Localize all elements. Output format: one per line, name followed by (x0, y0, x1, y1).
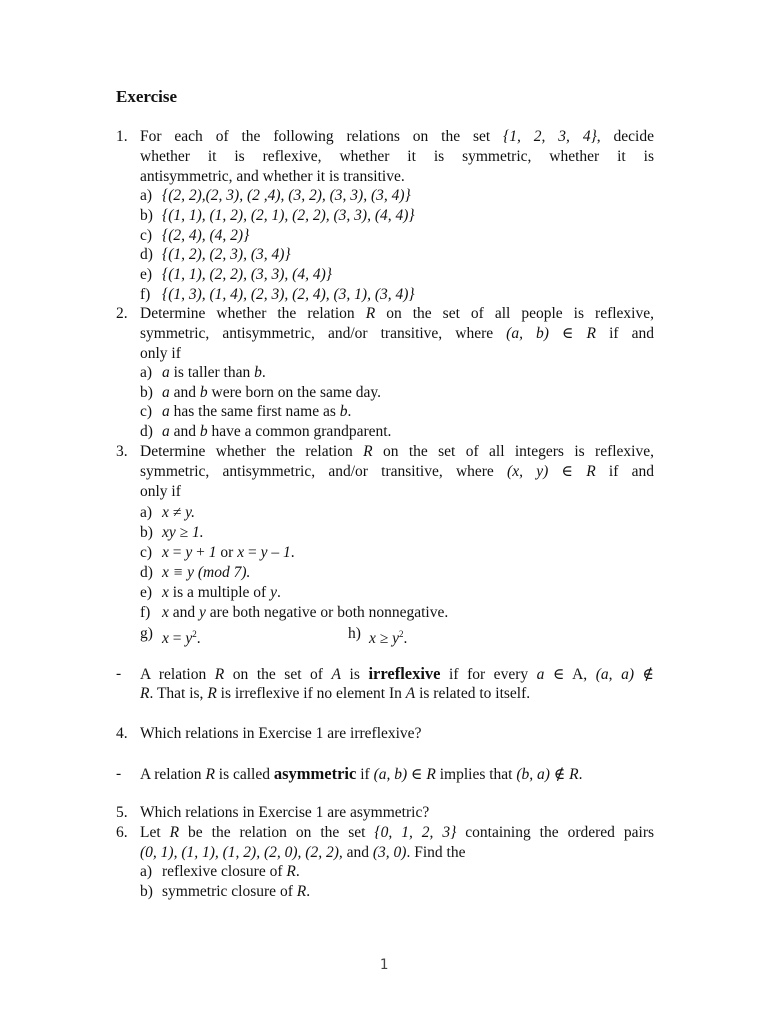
q6-item-b-label: b) (140, 883, 153, 900)
q1-item-a-label: a) (140, 187, 153, 204)
q4-number: 4. (116, 725, 128, 742)
q1-item-a: {(2, 2),(2, 3), (2 ,4), (3, 2), (3, 3), (3, 4)} (162, 187, 411, 204)
q6-line-2: (0, 1), (1, 1), (1, 2), (2, 0), (2, 2), and (3, 0). Find the (140, 844, 466, 861)
q6-item-a: reflexive closure of R. (162, 863, 300, 880)
q1-item-d: {(1, 2), (2, 3), (3, 4)} (162, 246, 291, 263)
q3-item-g: $x = y^2$. (162, 629, 201, 648)
q2-line-1: Determine whether the relation R on the set of all people is reflexive, (140, 305, 654, 322)
q3-number: 3. (116, 443, 128, 460)
q6-line-1: Let R be the relation on the set {0, 1, 2, 3} containing the ordered pairs (140, 824, 655, 841)
note1-line-1: A relation R on the set of A is irreflexive if for every a ∈ A, (a, a) ∉ (140, 664, 655, 683)
q2-item-d: a and b have a common grandparent. (162, 423, 392, 440)
q2-line-3: only if (140, 345, 181, 362)
q1-item-e: {(1, 1), (2, 2), (3, 3), (4, 4)} (162, 266, 332, 283)
q3-item-b: xy ≥ 1. (162, 524, 204, 541)
q3-item-h-label: h) (348, 625, 361, 642)
q3-item-c-label: c) (140, 544, 153, 561)
q1-item-c-label: c) (140, 227, 153, 244)
q1-line-1: For each of the following relations on the set {1, 2, 3, 4}, decide (140, 128, 654, 145)
q3-item-a: x ≠ y. (162, 504, 196, 521)
note2-text: A relation R is called asymmetric if (a, b) ∈ R implies that (b, a) ∉ R. (140, 764, 583, 783)
q1-item-b: {(1, 1), (1, 2), (2, 1), (2, 2), (3, 3), (4, 4)} (162, 207, 415, 224)
q5-number: 5. (116, 804, 128, 821)
q4-text: Which relations in Exercise 1 are irreflexive? (140, 725, 422, 742)
note1-dash: - (116, 665, 122, 682)
q3-item-g-label: g) (140, 625, 153, 642)
note1-line-2: R. That is, R is irreflexive if no element In A is related to itself. (140, 685, 531, 702)
q3-item-d-label: d) (140, 564, 153, 581)
q6-item-b: symmetric closure of R. (162, 883, 311, 900)
q3-item-d: x ≡ y (mod 7). (162, 564, 251, 581)
q1-item-d-label: d) (140, 246, 153, 263)
q2-item-b: a and b were born on the same day. (162, 384, 381, 401)
q1-item-f-label: f) (140, 286, 151, 303)
q3-item-b-label: b) (140, 524, 153, 541)
page-number: 1 (379, 957, 389, 973)
q3-line-1: Determine whether the relation R on the set of all integers is reflexive, (140, 443, 654, 460)
q1-item-f: {(1, 3), (1, 4), (2, 3), (2, 4), (3, 1), (3, 4)} (162, 286, 415, 303)
q6-item-a-label: a) (140, 863, 153, 880)
q1-item-b-label: b) (140, 207, 153, 224)
page-title: Exercise (116, 87, 178, 106)
q3-line-3: only if (140, 483, 181, 500)
q1-line-3: antisymmetric, and whether it is transitive. (140, 168, 405, 185)
q3-item-c: x = y + 1 or x = y – 1. (162, 544, 295, 561)
q2-item-c: a has the same first name as b. (162, 403, 352, 420)
q2-item-d-label: d) (140, 423, 153, 440)
q3-line-2: symmetric, antisymmetric, and/or transitive, where (x, y) ∈ R if and (140, 463, 654, 480)
q2-item-c-label: c) (140, 403, 153, 420)
q2-line-2: symmetric, antisymmetric, and/or transitive, where (a, b) ∈ R if and (140, 325, 654, 342)
q3-item-a-label: a) (140, 504, 153, 521)
q1-item-e-label: e) (140, 266, 153, 283)
q1-number: 1. (116, 128, 128, 145)
q1-line-2: whether it is reflexive, whether it is symmetric, whether it is (140, 148, 654, 165)
q2-item-a-label: a) (140, 364, 153, 381)
note2-dash: - (116, 765, 122, 782)
q2-number: 2. (116, 305, 128, 322)
q3-item-h: $x \ge y^2$. (369, 629, 408, 648)
q2-item-b-label: b) (140, 384, 153, 401)
q3-item-f: x and y are both negative or both nonnegative. (162, 604, 449, 621)
q6-number: 6. (116, 824, 128, 841)
q2-item-a: a is taller than b. (162, 364, 266, 381)
q3-item-f-label: f) (140, 604, 151, 621)
q3-item-e: x is a multiple of y. (162, 584, 281, 601)
q5-text: Which relations in Exercise 1 are asymmetric? (140, 804, 430, 821)
q3-item-e-label: e) (140, 584, 153, 601)
q1-item-c: {(2, 4), (4, 2)} (162, 227, 250, 244)
